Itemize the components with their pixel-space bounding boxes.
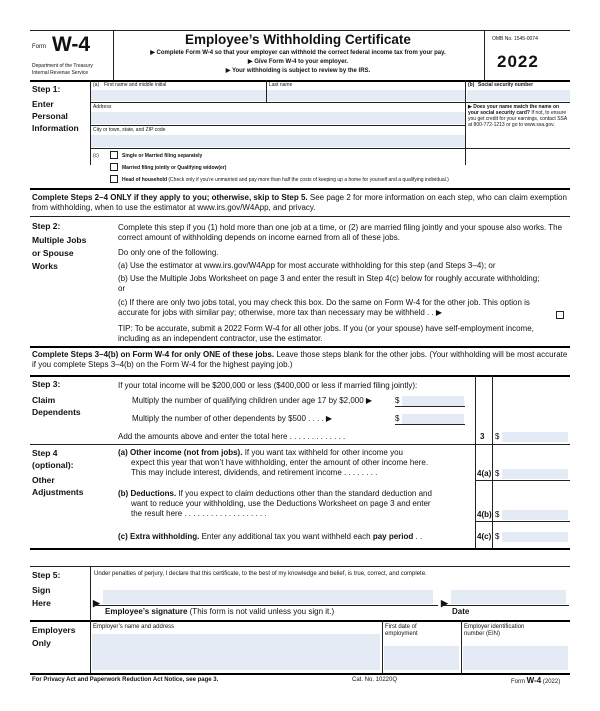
employer-name-address-field[interactable]: Employer’s name and address [93,624,175,630]
instruction-3: ▶ Your withholding is subject to review by the IRS. [225,68,371,74]
line-4b-rule [475,521,570,522]
notice2-bottom-rule [30,375,570,377]
line-4c-amount-field[interactable] [502,532,568,542]
step2-number: Step 2: [32,221,61,231]
dept-treasury: Department of the Treasury [32,63,93,69]
line-4a-rule [475,480,570,481]
children-amount-field[interactable] [402,396,464,406]
step2-bottom-rule [30,346,570,348]
single-option-label: Single or Married filing separately [122,153,203,159]
step2-intro: Complete this step if you (1) hold more than one job at a time, or (2) are married filing jointly and your spouse also works. The correct amount of withholding depends on income earned from all of these jobs. [118,223,563,242]
ssn-field[interactable]: Social security number [478,82,534,88]
step1-title-2: Personal [32,111,68,121]
tax-year: 2022 [497,52,539,71]
step5-left-divider [90,566,91,620]
step5-title-1: Sign [32,585,51,595]
step4-bottom-rule [30,548,570,550]
step3-title-2: Dependents [32,407,81,417]
step4b-line-3: the result here . . . . . . . . . . . . . . . . . . . [131,509,267,518]
employers-bottom-rule [30,673,570,675]
perjury-statement: Under penalties of perjury, I declare that this certificate, to the best of my knowledge and belief, is true, correct, and complete. [94,571,427,577]
dept-irs: Internal Revenue Service [32,70,89,76]
catalog-number: Cat. No. 10220Q [352,677,398,683]
step4c-line: (c) Extra withholding. Enter any additional tax you want withheld each pay period . . [118,532,423,541]
date-label: Date [452,607,470,616]
head-household-label: Head of household (Check only if you’re unmarried and pay more than half the costs of keeping up a home for yourself and a qualifying individual.) [122,177,449,183]
first-date-label-2: employment [385,631,418,637]
line-4c-number: 4(c) [477,532,492,541]
step3-dependents-line: Multiply the number of other dependents by $500 . . . . ▶ [132,414,333,423]
form-title: Employee’s Withholding Certificate [185,32,411,47]
line-4a-amount-field[interactable] [502,469,568,479]
line-3-dollar: $ [495,432,500,441]
date-field[interactable] [451,590,566,604]
married-option-label: Married filing jointly or Qualifying widow(er) [122,165,227,171]
line-4c-dollar: $ [495,532,500,541]
employers-title-1: Employers [32,625,76,635]
line-4b-number: 4(b) [477,510,492,519]
employers-divider-3 [461,620,462,673]
step2-option-a: (a) Use the estimator at www.irs.gov/W4App for most accurate withholding for this step (and Steps 3–4); or [118,261,496,270]
notice1-bottom-rule [30,216,570,217]
address-field[interactable]: Address [93,104,112,110]
ssn-field-shade [467,90,570,101]
single-checkbox[interactable] [110,151,118,159]
ein-field[interactable] [463,646,568,670]
step4a-line-1: (a) Other income (not from jobs). If you want tax withheld for other income you [118,448,403,457]
step3-intro: If your total income will be $200,000 or less ($400,000 or less if married filing jointly): [118,381,418,390]
step4a-line-2: expect this year that won’t have withholding, enter the amount of other income here. [131,458,429,467]
employers-left-divider [90,620,91,673]
city-row-rule [90,148,570,149]
ssn-match-note: ▶ Does your name match the name on your social security card? If not, to ensure you get credit for your earnings, contact SSA at 800-772-1213 or go to www.ssa.gov. [468,104,567,128]
ein-label-2: number (EIN) [464,631,501,637]
line-4a-dollar: $ [495,469,500,478]
married-checkbox[interactable] [110,163,118,171]
signature-line [93,605,438,606]
notice-steps-3-4b: Complete Steps 3–4(b) on Form W-4 for only ONE of these jobs. Leave those steps blank for the other jobs. (Your withholding will be most accurate if you complete Steps 3–4(b) on the Form W-4 for the highest paying job.) [32,350,568,369]
instruction-2: ▶ Give Form W-4 to your employer. [247,59,349,65]
name-row-rule [90,102,570,103]
two-jobs-checkbox[interactable] [556,311,564,319]
step2-tip: TIP: To be accurate, submit a 2022 Form W-4 for all other jobs. If you (or your spouse) have self-employment income, including as an independent contractor, use the estimator. [118,324,534,343]
name-divider [266,80,267,102]
signature-arrow: ▶ [93,598,100,608]
signature-field[interactable] [103,590,433,604]
gap-rule [30,566,570,567]
date-line [441,605,569,606]
city-shade [91,135,465,147]
head-household-checkbox[interactable] [110,175,118,183]
step2-option-c: (c) If there are only two jobs total, you may check this box. Do the same on Form W-4 for the other job. This option is accurate for jobs with similar pay; otherwise, more tax than necessary may be withheld . . ▶ [118,298,530,317]
employers-title-2: Only [32,638,51,648]
step3-number: Step 3: [32,379,61,389]
children-dollar: $ [395,396,400,405]
step3-children-line: Multiply the number of qualifying children under age 17 by $2,000 ▶ [132,396,373,405]
footer-form-name: Form W-4 (2022) [511,676,561,685]
line-4b-dollar: $ [495,510,500,519]
instruction-1: ▶ Complete Form W-4 so that your employer can withhold the correct federal income tax from your pay. [150,50,446,56]
step4-col-divider-2 [492,444,493,548]
step2-title-3: Works [32,261,58,271]
step4-number: Step 4 [32,448,58,458]
step5-title-2: Here [32,598,51,608]
step4-title-2: Adjustments [32,487,84,497]
ssn-divider [465,80,466,165]
privacy-notice: For Privacy Act and Paperwork Reduction Act Notice, see page 3. [32,677,219,683]
last-name-field[interactable]: Last name [269,82,293,88]
first-date-field[interactable] [384,646,459,670]
step4a-line-3: This may include interest, dividends, and retirement income . . . . . . . . [131,468,378,477]
step2-title-1: Multiple Jobs [32,235,87,245]
first-date-label-1: First date of [385,624,417,630]
step1-title-1: Enter [32,99,54,109]
omb-number: OMB No. 1545-0074 [492,36,538,42]
first-name-field[interactable]: First name and middle initial [104,82,167,88]
step4-col-divider-1 [475,444,476,548]
step4b-line-2: want to reduce your withholding, use the Deductions Worksheet on page 3 and enter [131,499,431,508]
ein-label-1: Employer identification [464,624,525,630]
step1-a-label: (a) [93,82,100,88]
form-label: Form [32,44,46,50]
step3-title-1: Claim [32,395,56,405]
city-field[interactable]: City or town, state, and ZIP code [93,127,166,133]
dependents-dollar: $ [395,414,400,423]
signature-label: Employee’s signature (This form is not valid unless you sign it.) [105,607,335,616]
employers-divider-2 [382,620,383,673]
name-fields-shade [91,90,465,101]
step1-number: Step 1: [32,84,61,94]
address-shade [91,112,465,124]
employer-name-shade [92,634,380,670]
form-name: W-4 [52,33,91,56]
step5-bottom-rule [30,620,570,622]
line-4a-number: 4(a) [477,469,492,478]
step4-title-1: Other [32,475,55,485]
dependents-underline [395,424,465,425]
header-divider-right [484,30,485,80]
step2-title-2: or Spouse [32,248,74,258]
step3-bottom-rule [30,444,570,445]
step3-total-line: Add the amounts above and enter the total here . . . . . . . . . . . . . [118,432,346,441]
step2-option-b: (b) Use the Multiple Jobs Worksheet on page 3 and enter the result in Step 4(c) below for roughly accurate withholding; or [118,274,540,293]
dependents-amount-field[interactable] [402,414,464,424]
step1-b-label: (b) [468,82,475,88]
step1-bottom-rule [30,188,570,190]
address-row-rule [90,125,465,126]
step4b-line-1: (b) Deductions. If you expect to claim deductions other than the standard deduction and [118,489,432,498]
step3-col-divider-1 [475,375,476,444]
children-underline [395,406,465,407]
line-4b-amount-field[interactable] [502,510,568,520]
step3-col-divider-2 [492,375,493,444]
date-arrow: ▶ [441,598,448,608]
step1-c-label: (c) [93,153,99,159]
step5-number: Step 5: [32,570,61,580]
step1-title-3: Information [32,123,79,133]
header-top-rule [30,30,570,31]
line-3-amount-field[interactable] [502,432,568,442]
line-3-number: 3 [480,432,485,441]
step4-optional: (optional): [32,460,74,470]
notice-steps-2-4: Complete Steps 2–4 ONLY if they apply to you; otherwise, skip to Step 5. See page 2 for more information on each step, who can claim exemption from withholding, when to use the estimator at www.irs.gov/W4App, and privacy. [32,193,567,212]
step2-do-only: Do only one of the following. [118,248,219,257]
